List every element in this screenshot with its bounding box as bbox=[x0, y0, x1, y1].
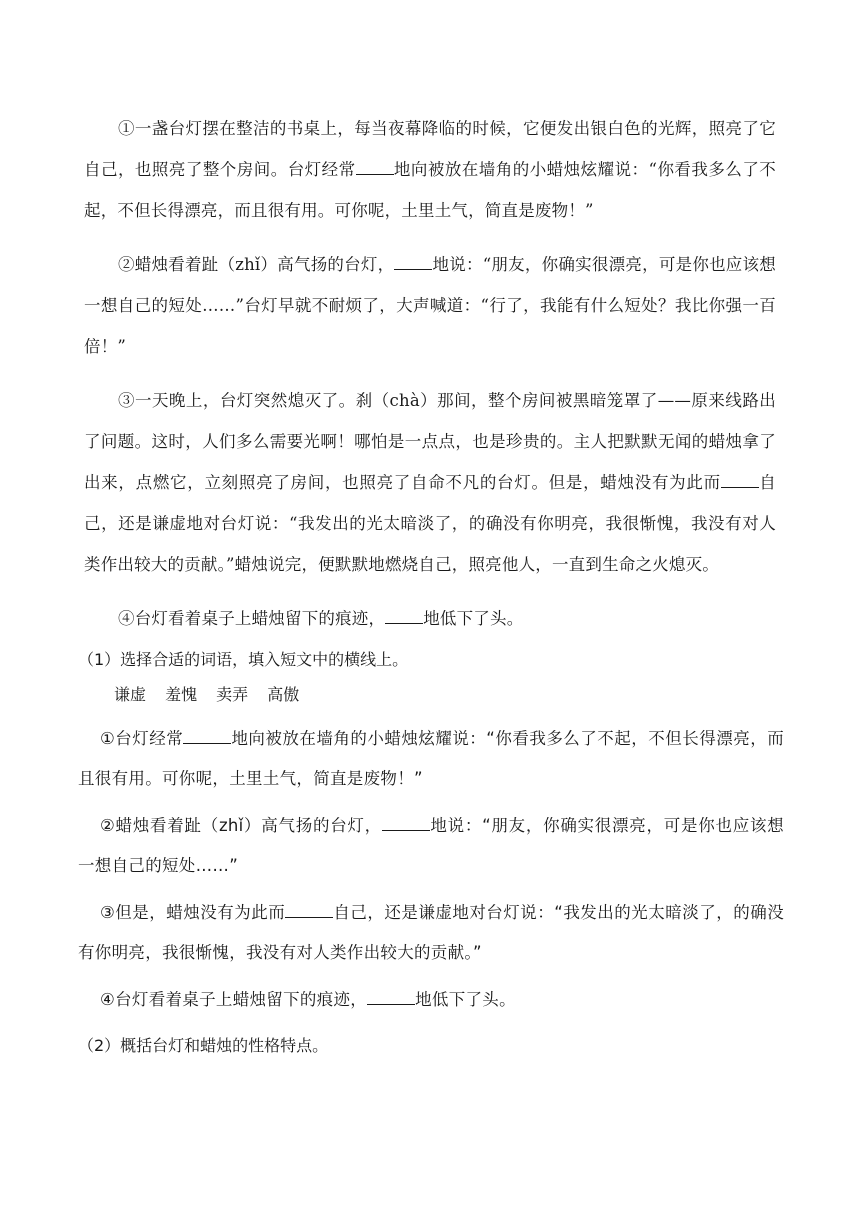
fill-blank[interactable] bbox=[721, 473, 759, 488]
fill-blank[interactable] bbox=[356, 160, 394, 175]
answer-blank[interactable] bbox=[183, 729, 231, 744]
fill-blank[interactable] bbox=[385, 609, 423, 624]
story-text bbox=[84, 108, 776, 652]
word-bank: 谦虚 羞愧 卖弄 高傲 bbox=[114, 685, 300, 704]
question-item: ②蜡烛看着趾（zhǐ）高气扬的台灯， 地说：“朋友，你确实很漂亮，可是你也应该想一想自己的短处……” bbox=[78, 816, 784, 875]
story-paragraph-2: ②蜡烛看着趾（zhǐ）高气扬的台灯， 地说：“朋友，你确实很漂亮，可是你也应该想一想自己的短处……”台灯早就不耐烦了，大声喊道：“行了，我能有什么短处？我比你强一百倍！” bbox=[84, 255, 776, 356]
question-1-items bbox=[78, 719, 784, 1020]
story-paragraph-3: ③一天晚上，台灯突然熄灭了。刹（chà）那间，整个房间被黑暗笼罩了——原来线路出了问题。这时，人们多么需要光啊！哪怕是一点点，也是珍贵的。主人把默默无闻的蜡烛拿了出来，点燃它，立刻照亮了房间，也照亮了自命不凡的台灯。但是，蜡烛没有为此而 自己，还是谦虚地对台灯说：“我发出的光太暗淡了，的确没有你明亮，我很惭愧，我没有对人类作出较大的贡献。”蜡烛说完，便默默地燃烧自己，照亮他人，一直到生命之火熄灭。 bbox=[84, 391, 776, 574]
answer-blank[interactable] bbox=[382, 816, 430, 831]
answer-blank[interactable] bbox=[367, 990, 415, 1005]
question-2-title: （2）概括台灯和蜡烛的性格特点。 bbox=[78, 1036, 329, 1055]
questions-section bbox=[78, 648, 784, 1069]
fill-blank[interactable] bbox=[394, 255, 432, 270]
question-item: ④台灯看着桌子上蜡烛留下的痕迹， 地低下了头。 bbox=[100, 990, 516, 1009]
answer-blank[interactable] bbox=[285, 903, 333, 918]
question-1-title: （1）选择合适的词语，填入短文中的横线上。 bbox=[78, 650, 409, 669]
question-item: ①台灯经常 地向被放在墙角的小蜡烛炫耀说：“你看我多么了不起，不但长得漂亮，而且很有用。可你呢，土里土气，简直是废物！” bbox=[78, 729, 784, 788]
story-paragraph-4: ④台灯看着桌子上蜡烛留下的痕迹， 地低下了头。 bbox=[118, 609, 524, 628]
question-item: ③但是，蜡烛没有为此而 自己，还是谦虚地对台灯说：“我发出的光太暗淡了，的确没有你明亮，我很惭愧，我没有对人类作出较大的贡献。” bbox=[78, 903, 785, 962]
story-paragraph-1: ①一盏台灯摆在整洁的书桌上，每当夜幕降临的时候，它便发出银白色的光辉，照亮了它自己，也照亮了整个房间。台灯经常 地向被放在墙角的小蜡烛炫耀说：“你看我多么了不起，不但长得漂亮，而且很有用。可你呢，土里土气，简直是废物！” bbox=[84, 119, 777, 220]
